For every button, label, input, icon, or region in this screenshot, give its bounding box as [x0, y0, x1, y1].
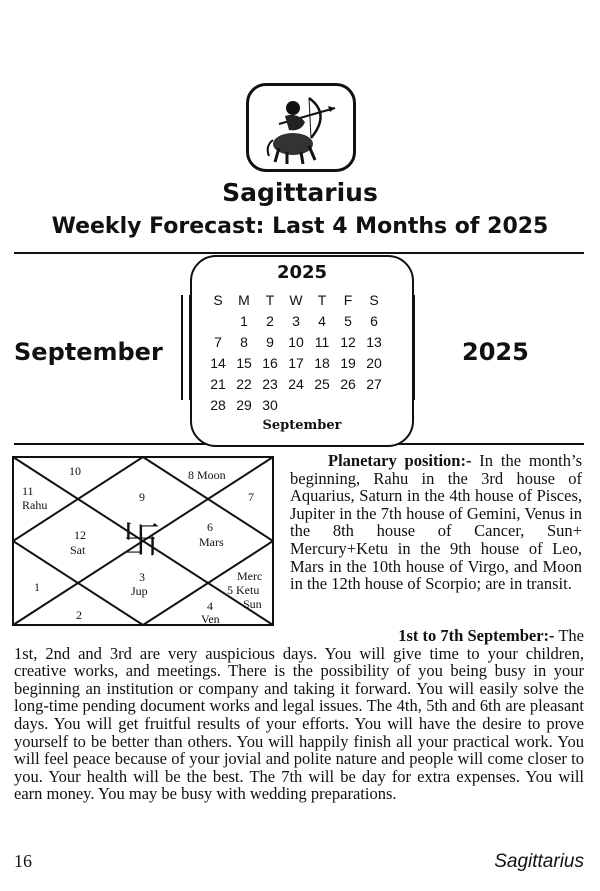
day-cell: 26	[340, 375, 356, 392]
house-11-planet: Rahu	[22, 498, 48, 512]
horoscope-chart	[12, 456, 274, 626]
day-cell	[283, 394, 309, 415]
planetary-heading: Planetary position:-	[328, 451, 472, 470]
day-cell: 10	[288, 333, 304, 350]
day-cell: 17	[288, 354, 304, 371]
house-7: 7	[248, 490, 254, 504]
page-number: 16	[14, 851, 32, 871]
house-3: 3	[139, 570, 145, 584]
day-cell: 7	[214, 333, 222, 350]
weekday-row	[205, 289, 387, 310]
day-cell: 4	[318, 312, 326, 329]
week1-text: 1st, 2nd and 3rd are very auspicious days. You will give time to your children, creative works, and meetings. There is the possibility of you being busy in your beginning an institution or company and taking it forward. You will easily solve the long-time pending document works and legal issues. The 4th, 5th and 6th are pleasant days. You will get fruitful results of your efforts. You will have the desire to prove yourself to be better than others. You will happily finish all your practical work. You will feel peace because of your jovial and polite nature and people will come closer to you. Your health will be the best. The 7th will be day for extra expenses. You will earn money. You may be busy with wedding preparations.	[14, 643, 584, 804]
house-10: 10	[69, 464, 81, 478]
page-title: Sagittarius	[222, 178, 378, 207]
day-cell: 16	[262, 354, 278, 371]
week-row	[205, 373, 387, 394]
day-cell: 1	[240, 312, 248, 329]
weekday-label: W	[289, 291, 303, 308]
month-heading: September	[14, 338, 163, 366]
year-heading: 2025	[462, 338, 529, 366]
day-cell: 3	[292, 312, 300, 329]
top-rule	[14, 252, 584, 254]
house-12: 12	[74, 528, 86, 542]
day-cell: 15	[236, 354, 252, 371]
house-12-planet: Sat	[70, 543, 86, 557]
weekday-label: S	[213, 291, 223, 308]
weekday-label: F	[343, 291, 353, 308]
week1-intro: The	[558, 626, 584, 645]
day-cell: 23	[262, 375, 278, 392]
day-cell: 20	[366, 354, 382, 371]
house-5-planet-sun: Sun	[243, 597, 262, 611]
day-cell: 8	[240, 333, 248, 350]
day-cell: 11	[314, 333, 330, 350]
day-cell: 6	[370, 312, 378, 329]
planetary-text: In the month’s beginning, Rahu in the 3rd house of Aquarius, Saturn in the 4th house of Pisces, Jupiter in the 7th house of Gemini, Venus in the 8th house of Cancer, Sun+ Mercury+Ketu in the 9th house of Leo, Mars in the 10th house of Virgo, and Moon in the 12th house of Scorpio; are in transit.	[290, 451, 582, 594]
day-cell: 18	[314, 354, 330, 371]
day-cell	[335, 394, 361, 415]
weekday-label: T	[265, 291, 275, 308]
day-cell	[205, 310, 231, 331]
day-cell: 12	[340, 333, 356, 350]
week-row	[205, 352, 387, 373]
week-row	[205, 394, 387, 415]
day-cell: 13	[366, 333, 382, 350]
weekday-label: T	[317, 291, 327, 308]
day-cell: 24	[288, 375, 304, 392]
day-cell: 29	[236, 396, 252, 413]
house-5-planet-merc: Merc	[237, 569, 263, 583]
house-2: 2	[76, 608, 82, 622]
house-3-planet: Jup	[131, 584, 148, 598]
day-cell: 9	[266, 333, 274, 350]
day-cell: 5	[344, 312, 352, 329]
house-6-planet: Mars	[199, 535, 224, 549]
day-cell: 22	[236, 375, 252, 392]
calendar-grid	[205, 289, 387, 415]
house-6: 6	[207, 520, 213, 534]
calendar-year: 2025	[276, 262, 328, 283]
house-5-planet-ketu: 5 Ketu	[227, 583, 260, 597]
house-4: 4	[207, 599, 213, 613]
archer-icon	[249, 86, 353, 169]
house-9: 9	[139, 490, 145, 504]
day-cell: 28	[210, 396, 226, 413]
running-title: Sagittarius	[494, 851, 584, 872]
page-subtitle: Weekly Forecast: Last 4 Months of 2025	[51, 214, 549, 239]
day-cell	[361, 394, 387, 415]
planetary-position-paragraph	[290, 452, 582, 593]
weekday-label: M	[238, 291, 250, 308]
week1-paragraph	[14, 627, 584, 803]
weekday-label: S	[369, 291, 379, 308]
week-row	[205, 310, 387, 331]
calendar-month-label: September	[262, 418, 342, 433]
swastika-symbol: 卐	[122, 518, 161, 562]
day-cell: 2	[266, 312, 274, 329]
week1-heading: 1st to 7th September:-	[398, 626, 555, 645]
sagittarius-emblem	[246, 83, 356, 172]
house-4-planet: Ven	[201, 612, 220, 626]
day-cell: 30	[262, 396, 278, 413]
day-cell	[309, 394, 335, 415]
day-cell: 27	[366, 375, 382, 392]
house-1: 1	[34, 580, 40, 594]
house-8: 8 Moon	[188, 468, 226, 482]
week-row	[205, 331, 387, 352]
day-cell: 19	[340, 354, 356, 371]
house-11: 11	[22, 484, 34, 498]
week1-heading-line	[14, 627, 584, 645]
day-cell: 21	[210, 375, 226, 392]
day-cell: 14	[210, 354, 226, 371]
day-cell: 25	[314, 375, 330, 392]
